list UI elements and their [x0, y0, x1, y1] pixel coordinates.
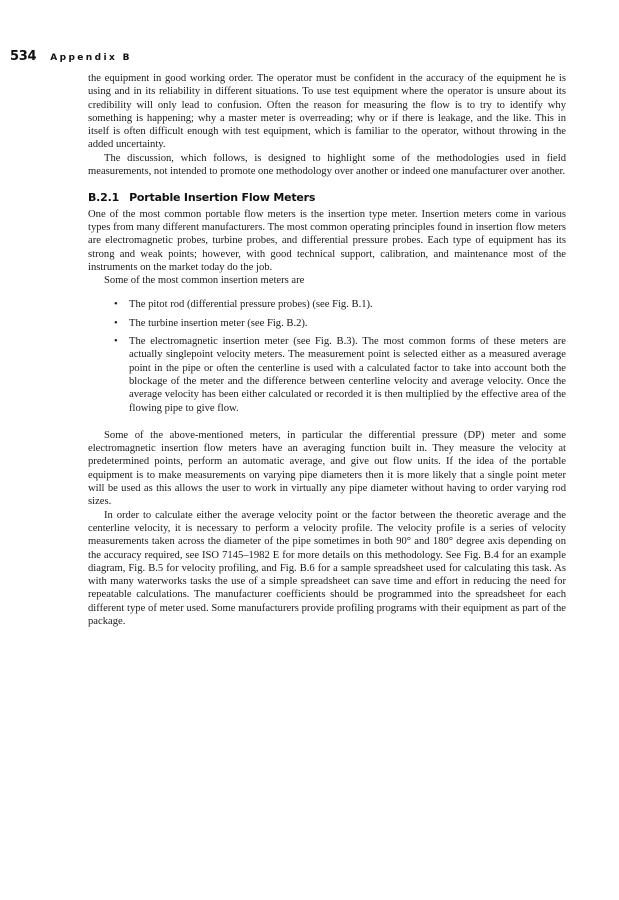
- bullet-icon: •: [114, 336, 118, 348]
- list-item-text: The electromagnetic insertion meter (see Fig. B.3). The most common forms of these meters are actually singlepoint velocity meters. The measurement point is selected either as a measured average point in the pipe or often the centerline is used with a calculated factor to take into account both the blockage of the meter and the difference between centerline velocity and average velocity. Once the average velocity has been either calculated or recorded it is then multiplied by the effective area of the flowing pipe to give flow.: [129, 336, 566, 414]
- section-heading: [88, 191, 566, 204]
- paragraph: Some of the most common insertion meters are: [104, 275, 305, 287]
- list-item: [114, 335, 566, 415]
- list-item-text: The turbine insertion meter (see Fig. B.2).: [129, 317, 308, 329]
- page-header: [10, 47, 132, 63]
- bullet-icon: •: [114, 317, 118, 329]
- paragraph: Some of the above-mentioned meters, in particular the differential pressure (DP) meter and some electromagnetic insertion flow meters have an averaging function built in. They measure the velocity at predetermined points, perform an automatic average, and give out flow units. If the idea of the portable equipment is to make measurements on varying pipe diameters then it is more likely that a single point meter will be used as this allows the user to work in virtually any pipe diameter without having to order varying rod sizes.: [88, 429, 566, 508]
- section-title: Portable Insertion Flow Meters: [129, 191, 316, 205]
- list-item: [114, 317, 566, 330]
- bullet-icon: •: [114, 299, 118, 311]
- page-number: 534: [10, 49, 37, 64]
- paragraph: The discussion, which follows, is designed to highlight some of the methodologies used in field measurements, not intended to promote one methodology over another or indeed one manufacturer over another.: [88, 152, 566, 178]
- page-body: [88, 72, 566, 628]
- paragraph: In order to calculate either the average velocity point or the factor between the theoretic average and the centerline velocity, it is necessary to perform a velocity profile. The velocity profile is a series of velocity measurements taken across the diameter of the pipe sometimes in both 90° and 180° degree axis depending on the accuracy required, see ISO 7145–1982 E for more details on this methodology. See Fig. B.4 for an example diagram, Fig. B.5 for velocity profiling, and Fig. B.6 for a sample spreadsheet used for calculating this task. As with many waterworks tasks the use of a simple spreadsheet can save time and effort in reducing the need for repeatable calculations. The manufacturer coefficients should be programmed into the spreadsheet for each different type of meter used. Some manufacturers provide profiling programs with their equipment as part of the package.: [88, 509, 566, 627]
- paragraph: One of the most common portable flow meters is the insertion type meter. Insertion meters come in various types from many different manufacturers. The most common operating principles found in insertion flow meters are electromagnetic probes, turbine probes, and differential pressure probes. Each type of equipment has its strong and weak points; however, with good technical support, calibration, and maintenance most of the instruments on the market today do the job.: [88, 208, 566, 273]
- section-number: B.2.1: [88, 191, 120, 205]
- list-item: [114, 298, 566, 311]
- list-item-text: The pitot rod (differential pressure probes) (see Fig. B.1).: [129, 299, 373, 311]
- bullet-list: [88, 298, 566, 414]
- running-head: Appendix B: [50, 53, 132, 63]
- paragraph: the equipment in good working order. The operator must be confident in the accuracy of the equipment he is using and in its reliability in different situations. To use test equipment where the operator is unsure about its credibility will only lead to confusion. Often the reason for measuring the flow is to try to identify why something is happening; why a master meter is overreading; why or if there is leakage, and the like. This in itself is often difficult enough with test equipment, which is familiar to the operator, without throwing in the added uncertainty.: [88, 73, 566, 151]
